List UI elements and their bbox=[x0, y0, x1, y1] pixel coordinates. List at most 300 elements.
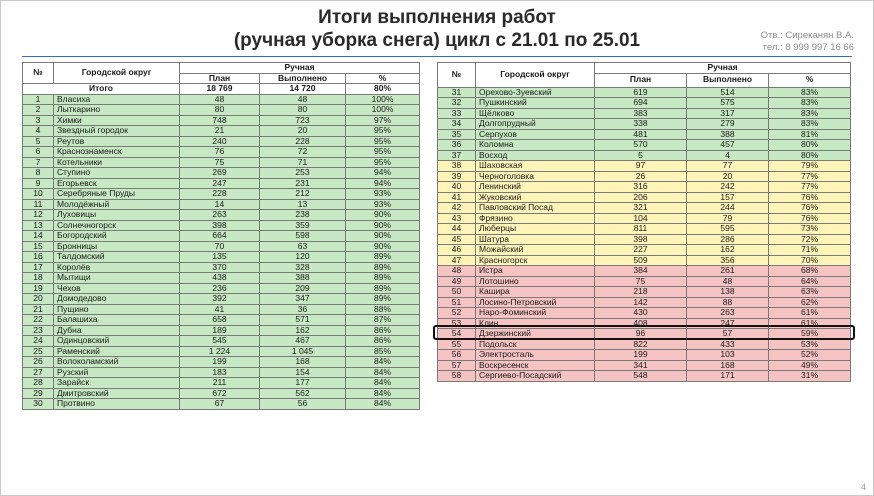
table-row bbox=[23, 367, 420, 378]
table-row bbox=[438, 360, 851, 371]
district-name: Истра bbox=[476, 266, 595, 277]
plan-value: 545 bbox=[180, 336, 260, 347]
row-number: 32 bbox=[438, 98, 476, 109]
percent-value: 94% bbox=[346, 168, 420, 179]
table-row bbox=[23, 294, 420, 305]
done-value: 388 bbox=[687, 129, 769, 140]
percent-value: 77% bbox=[769, 171, 851, 182]
table-row bbox=[23, 189, 420, 200]
district-name: Звездный городок bbox=[54, 126, 180, 137]
table-row bbox=[438, 171, 851, 182]
plan-value: 672 bbox=[180, 388, 260, 399]
row-number: 53 bbox=[438, 318, 476, 329]
percent-value: 95% bbox=[346, 157, 420, 168]
row-number: 47 bbox=[438, 255, 476, 266]
page-number: 4 bbox=[860, 482, 866, 492]
col-header-group-right: Ручная bbox=[595, 63, 851, 74]
done-value: 388 bbox=[260, 273, 346, 284]
district-name: Дмитровский bbox=[54, 388, 180, 399]
table-row bbox=[438, 276, 851, 287]
done-value: 328 bbox=[260, 262, 346, 273]
percent-value: 89% bbox=[346, 294, 420, 305]
district-name: Молодёжный bbox=[54, 199, 180, 210]
table-row bbox=[438, 119, 851, 130]
row-number: 58 bbox=[438, 371, 476, 382]
plan-value: 247 bbox=[180, 178, 260, 189]
table-row bbox=[23, 126, 420, 137]
percent-value: 83% bbox=[769, 119, 851, 130]
row-number: 10 bbox=[23, 189, 54, 200]
done-value: 77 bbox=[687, 161, 769, 172]
row-number: 29 bbox=[23, 388, 54, 399]
plan-value: 316 bbox=[595, 182, 687, 193]
row-number: 2 bbox=[23, 105, 54, 116]
percent-value: 89% bbox=[346, 273, 420, 284]
percent-value: 76% bbox=[769, 192, 851, 203]
table-row bbox=[23, 241, 420, 252]
done-value: 80 bbox=[260, 105, 346, 116]
done-value: 63 bbox=[260, 241, 346, 252]
done-value: 1 045 bbox=[260, 346, 346, 357]
done-value: 433 bbox=[687, 339, 769, 350]
row-number: 27 bbox=[23, 367, 54, 378]
row-number: 48 bbox=[438, 266, 476, 277]
table-row bbox=[438, 287, 851, 298]
done-value: 48 bbox=[260, 94, 346, 105]
percent-value: 72% bbox=[769, 234, 851, 245]
table-row bbox=[23, 304, 420, 315]
district-name: Пущино bbox=[54, 304, 180, 315]
district-name: Шатура bbox=[476, 234, 595, 245]
percent-value: 90% bbox=[346, 231, 420, 242]
table-row bbox=[438, 129, 851, 140]
plan-value: 509 bbox=[595, 255, 687, 266]
row-number: 24 bbox=[23, 336, 54, 347]
district-name: Лосино-Петровский bbox=[476, 297, 595, 308]
table-row bbox=[23, 220, 420, 231]
district-name: Наро-Фоминский bbox=[476, 308, 595, 319]
done-value: 168 bbox=[260, 357, 346, 368]
table-row bbox=[438, 255, 851, 266]
done-value: 238 bbox=[260, 210, 346, 221]
plan-value: 76 bbox=[180, 147, 260, 158]
plan-value: 269 bbox=[180, 168, 260, 179]
plan-value: 321 bbox=[595, 203, 687, 214]
done-value: 514 bbox=[687, 87, 769, 98]
plan-value: 228 bbox=[180, 189, 260, 200]
done-value: 162 bbox=[260, 325, 346, 336]
percent-value: 100% bbox=[346, 105, 420, 116]
plan-value: 75 bbox=[180, 157, 260, 168]
table-row bbox=[438, 98, 851, 109]
done-value: 71 bbox=[260, 157, 346, 168]
done-value: 286 bbox=[687, 234, 769, 245]
row-number: 22 bbox=[23, 315, 54, 326]
done-value: 467 bbox=[260, 336, 346, 347]
row-number: 20 bbox=[23, 294, 54, 305]
plan-value: 694 bbox=[595, 98, 687, 109]
percent-value: 95% bbox=[346, 136, 420, 147]
district-name: Восход bbox=[476, 150, 595, 161]
done-value: 103 bbox=[687, 350, 769, 361]
table-row bbox=[438, 245, 851, 256]
done-value: 228 bbox=[260, 136, 346, 147]
done-value: 72 bbox=[260, 147, 346, 158]
table-row bbox=[23, 115, 420, 126]
table-row bbox=[23, 336, 420, 347]
table-row bbox=[23, 262, 420, 273]
percent-value: 87% bbox=[346, 315, 420, 326]
plan-value: 658 bbox=[180, 315, 260, 326]
table-row bbox=[438, 87, 851, 98]
table-row bbox=[438, 339, 851, 350]
done-value: 56 bbox=[260, 399, 346, 410]
row-number: 8 bbox=[23, 168, 54, 179]
table-row bbox=[438, 108, 851, 119]
row-number: 12 bbox=[23, 210, 54, 221]
district-name: Балашиха bbox=[54, 315, 180, 326]
district-name: Бронницы bbox=[54, 241, 180, 252]
plan-value: 430 bbox=[595, 308, 687, 319]
plan-value: 5 bbox=[595, 150, 687, 161]
district-name: Раменский bbox=[54, 346, 180, 357]
row-number: 39 bbox=[438, 171, 476, 182]
plan-value: 392 bbox=[180, 294, 260, 305]
percent-value: 95% bbox=[346, 147, 420, 158]
table-row bbox=[438, 308, 851, 319]
percent-value: 80% bbox=[769, 150, 851, 161]
done-value: 13 bbox=[260, 199, 346, 210]
col-header-num: № bbox=[23, 63, 54, 84]
percent-value: 84% bbox=[346, 399, 420, 410]
district-name: Орехово-Зуевский bbox=[476, 87, 595, 98]
done-value: 177 bbox=[260, 378, 346, 389]
col-header-done: Выполнено bbox=[260, 73, 346, 84]
col-header-plan-right: План bbox=[595, 73, 687, 87]
col-header-pct-right: % bbox=[769, 73, 851, 87]
district-name: Щёлково bbox=[476, 108, 595, 119]
plan-value: 398 bbox=[595, 234, 687, 245]
done-value: 36 bbox=[260, 304, 346, 315]
table-row bbox=[438, 213, 851, 224]
percent-value: 90% bbox=[346, 210, 420, 221]
done-value: 253 bbox=[260, 168, 346, 179]
done-value: 261 bbox=[687, 266, 769, 277]
table-row bbox=[23, 357, 420, 368]
plan-value: 664 bbox=[180, 231, 260, 242]
table-row bbox=[23, 325, 420, 336]
done-value: 263 bbox=[687, 308, 769, 319]
percent-value: 84% bbox=[346, 378, 420, 389]
district-name: Ленинский bbox=[476, 182, 595, 193]
table-row bbox=[23, 199, 420, 210]
plan-value: 408 bbox=[595, 318, 687, 329]
done-value: 48 bbox=[687, 276, 769, 287]
table-row bbox=[23, 136, 420, 147]
percent-value: 86% bbox=[346, 325, 420, 336]
total-row bbox=[23, 84, 420, 95]
done-value: 723 bbox=[260, 115, 346, 126]
plan-value: 206 bbox=[595, 192, 687, 203]
plan-value: 97 bbox=[595, 161, 687, 172]
row-number: 49 bbox=[438, 276, 476, 287]
percent-value: 89% bbox=[346, 252, 420, 263]
responsible-phone: тел.: 8 999 997 16 66 bbox=[762, 42, 854, 53]
district-name: Можайский bbox=[476, 245, 595, 256]
plan-value: 822 bbox=[595, 339, 687, 350]
row-number: 9 bbox=[23, 178, 54, 189]
row-number: 6 bbox=[23, 147, 54, 158]
percent-value: 85% bbox=[346, 346, 420, 357]
col-header-num-right: № bbox=[438, 63, 476, 88]
plan-value: 370 bbox=[180, 262, 260, 273]
done-value: 168 bbox=[687, 360, 769, 371]
percent-value: 73% bbox=[769, 224, 851, 235]
row-number: 23 bbox=[23, 325, 54, 336]
plan-value: 135 bbox=[180, 252, 260, 263]
percent-value: 62% bbox=[769, 297, 851, 308]
table-row bbox=[23, 210, 420, 221]
percent-value: 93% bbox=[346, 189, 420, 200]
col-header-pct: % bbox=[346, 73, 420, 84]
plan-value: 240 bbox=[180, 136, 260, 147]
plan-value: 211 bbox=[180, 378, 260, 389]
plan-value: 481 bbox=[595, 129, 687, 140]
plan-value: 26 bbox=[595, 171, 687, 182]
table-row bbox=[23, 283, 420, 294]
plan-value: 811 bbox=[595, 224, 687, 235]
district-name: Павловский Посад bbox=[476, 203, 595, 214]
district-name: Реутов bbox=[54, 136, 180, 147]
title-line-1: Итоги выполнения работ bbox=[318, 7, 556, 28]
col-header-plan: План bbox=[180, 73, 260, 84]
row-number: 57 bbox=[438, 360, 476, 371]
percent-value: 76% bbox=[769, 213, 851, 224]
district-name: Волоколамский bbox=[54, 357, 180, 368]
row-number: 38 bbox=[438, 161, 476, 172]
district-name: Власиха bbox=[54, 94, 180, 105]
plan-value: 548 bbox=[595, 371, 687, 382]
table-row bbox=[438, 234, 851, 245]
done-value: 279 bbox=[687, 119, 769, 130]
table-row bbox=[23, 399, 420, 410]
table-row bbox=[23, 388, 420, 399]
percent-value: 88% bbox=[346, 304, 420, 315]
plan-value: 96 bbox=[595, 329, 687, 340]
table-row bbox=[23, 157, 420, 168]
percent-value: 84% bbox=[346, 357, 420, 368]
row-number: 17 bbox=[23, 262, 54, 273]
percent-value: 71% bbox=[769, 245, 851, 256]
row-number: 52 bbox=[438, 308, 476, 319]
done-value: 154 bbox=[260, 367, 346, 378]
percent-value: 79% bbox=[769, 161, 851, 172]
percent-value: 53% bbox=[769, 339, 851, 350]
done-value: 571 bbox=[260, 315, 346, 326]
plan-value: 338 bbox=[595, 119, 687, 130]
row-number: 44 bbox=[438, 224, 476, 235]
highlight-row-outline bbox=[433, 325, 855, 340]
responsible-name: Отв.: Сиреканян В.А. bbox=[760, 30, 854, 41]
plan-value: 189 bbox=[180, 325, 260, 336]
percent-value: 64% bbox=[769, 276, 851, 287]
district-name: Королёв bbox=[54, 262, 180, 273]
table-row bbox=[23, 273, 420, 284]
district-name: Клин bbox=[476, 318, 595, 329]
done-value: 231 bbox=[260, 178, 346, 189]
district-name: Жуковский bbox=[476, 192, 595, 203]
percent-value: 59% bbox=[769, 329, 851, 340]
header-divider bbox=[22, 56, 852, 57]
done-value: 171 bbox=[687, 371, 769, 382]
row-number: 46 bbox=[438, 245, 476, 256]
table-row bbox=[438, 140, 851, 151]
district-name: Подольск bbox=[476, 339, 595, 350]
done-value: 4 bbox=[687, 150, 769, 161]
percent-value: 63% bbox=[769, 287, 851, 298]
plan-value: 14 bbox=[180, 199, 260, 210]
district-name: Фрязино bbox=[476, 213, 595, 224]
district-name: Серпухов bbox=[476, 129, 595, 140]
row-number: 4 bbox=[23, 126, 54, 137]
district-name: Лыткарино bbox=[54, 105, 180, 116]
row-number: 11 bbox=[23, 199, 54, 210]
plan-value: 570 bbox=[595, 140, 687, 151]
plan-value: 41 bbox=[180, 304, 260, 315]
done-value: 247 bbox=[687, 318, 769, 329]
percent-value: 89% bbox=[346, 283, 420, 294]
done-value: 157 bbox=[687, 192, 769, 203]
percent-value: 95% bbox=[346, 126, 420, 137]
done-value: 209 bbox=[260, 283, 346, 294]
plan-value: 398 bbox=[180, 220, 260, 231]
table-row bbox=[23, 94, 420, 105]
district-name: Сергиево-Посадский bbox=[476, 371, 595, 382]
plan-value: 67 bbox=[180, 399, 260, 410]
percent-value: 90% bbox=[346, 220, 420, 231]
district-name: Краснознаменск bbox=[54, 147, 180, 158]
row-number: 34 bbox=[438, 119, 476, 130]
row-number: 7 bbox=[23, 157, 54, 168]
plan-value: 80 bbox=[180, 105, 260, 116]
percent-value: 61% bbox=[769, 308, 851, 319]
percent-value: 80% bbox=[769, 140, 851, 151]
plan-value: 183 bbox=[180, 367, 260, 378]
percent-value: 90% bbox=[346, 241, 420, 252]
plan-value: 619 bbox=[595, 87, 687, 98]
row-number: 36 bbox=[438, 140, 476, 151]
row-number: 14 bbox=[23, 231, 54, 242]
row-number: 25 bbox=[23, 346, 54, 357]
district-name: Люберцы bbox=[476, 224, 595, 235]
percent-value: 83% bbox=[769, 98, 851, 109]
percent-value: 84% bbox=[346, 388, 420, 399]
district-name: Дубна bbox=[54, 325, 180, 336]
district-name: Пушкинский bbox=[476, 98, 595, 109]
district-name: Чехов bbox=[54, 283, 180, 294]
table-row bbox=[438, 224, 851, 235]
district-name: Зарайск bbox=[54, 378, 180, 389]
plan-value: 748 bbox=[180, 115, 260, 126]
table-row bbox=[438, 203, 851, 214]
plan-value: 199 bbox=[595, 350, 687, 361]
district-name: Протвино bbox=[54, 399, 180, 410]
row-number: 43 bbox=[438, 213, 476, 224]
done-value: 575 bbox=[687, 98, 769, 109]
row-number: 42 bbox=[438, 203, 476, 214]
done-value: 120 bbox=[260, 252, 346, 263]
percent-value: 86% bbox=[346, 336, 420, 347]
table-row bbox=[23, 147, 420, 158]
percent-value: 49% bbox=[769, 360, 851, 371]
row-number: 45 bbox=[438, 234, 476, 245]
table-row bbox=[438, 297, 851, 308]
district-name: Домодедово bbox=[54, 294, 180, 305]
col-header-district: Городской округ bbox=[54, 63, 180, 84]
done-value: 562 bbox=[260, 388, 346, 399]
percent-value: 84% bbox=[346, 367, 420, 378]
district-name: Дзержинский bbox=[476, 329, 595, 340]
plan-value: 383 bbox=[595, 108, 687, 119]
row-number: 37 bbox=[438, 150, 476, 161]
slide-title bbox=[0, 6, 874, 52]
title-line-2: (ручная уборка снега) цикл с 21.01 по 25.01 bbox=[233, 30, 641, 51]
done-value: 242 bbox=[687, 182, 769, 193]
table-row bbox=[438, 350, 851, 361]
percent-value: 100% bbox=[346, 94, 420, 105]
col-header-district-right: Городской округ bbox=[476, 63, 595, 88]
percent-value: 77% bbox=[769, 182, 851, 193]
district-name: Богородский bbox=[54, 231, 180, 242]
done-value: 57 bbox=[687, 329, 769, 340]
plan-value: 263 bbox=[180, 210, 260, 221]
district-name: Луховицы bbox=[54, 210, 180, 221]
row-number: 56 bbox=[438, 350, 476, 361]
percent-value: 83% bbox=[769, 87, 851, 98]
done-value: 595 bbox=[687, 224, 769, 235]
plan-value: 70 bbox=[180, 241, 260, 252]
table-row bbox=[23, 168, 420, 179]
row-number: 3 bbox=[23, 115, 54, 126]
done-value: 457 bbox=[687, 140, 769, 151]
table-row bbox=[438, 371, 851, 382]
percent-value: 61% bbox=[769, 318, 851, 329]
row-number: 1 bbox=[23, 94, 54, 105]
table-row bbox=[23, 315, 420, 326]
district-name: Котельники bbox=[54, 157, 180, 168]
done-value: 356 bbox=[687, 255, 769, 266]
row-number: 26 bbox=[23, 357, 54, 368]
row-number: 51 bbox=[438, 297, 476, 308]
district-name: Черноголовка bbox=[476, 171, 595, 182]
done-value: 598 bbox=[260, 231, 346, 242]
row-number: 5 bbox=[23, 136, 54, 147]
row-number: 28 bbox=[23, 378, 54, 389]
district-name: Воскресенск bbox=[476, 360, 595, 371]
table-row bbox=[23, 105, 420, 116]
row-number: 19 bbox=[23, 283, 54, 294]
row-number: 15 bbox=[23, 241, 54, 252]
district-name: Одинцовский bbox=[54, 336, 180, 347]
district-name: Лотошино bbox=[476, 276, 595, 287]
district-name: Кашира bbox=[476, 287, 595, 298]
total-label: Итого bbox=[23, 84, 180, 95]
percent-value: 81% bbox=[769, 129, 851, 140]
district-name: Коломна bbox=[476, 140, 595, 151]
row-number: 54 bbox=[438, 329, 476, 340]
percent-value: 68% bbox=[769, 266, 851, 277]
district-name: Серебряные Пруды bbox=[54, 189, 180, 200]
